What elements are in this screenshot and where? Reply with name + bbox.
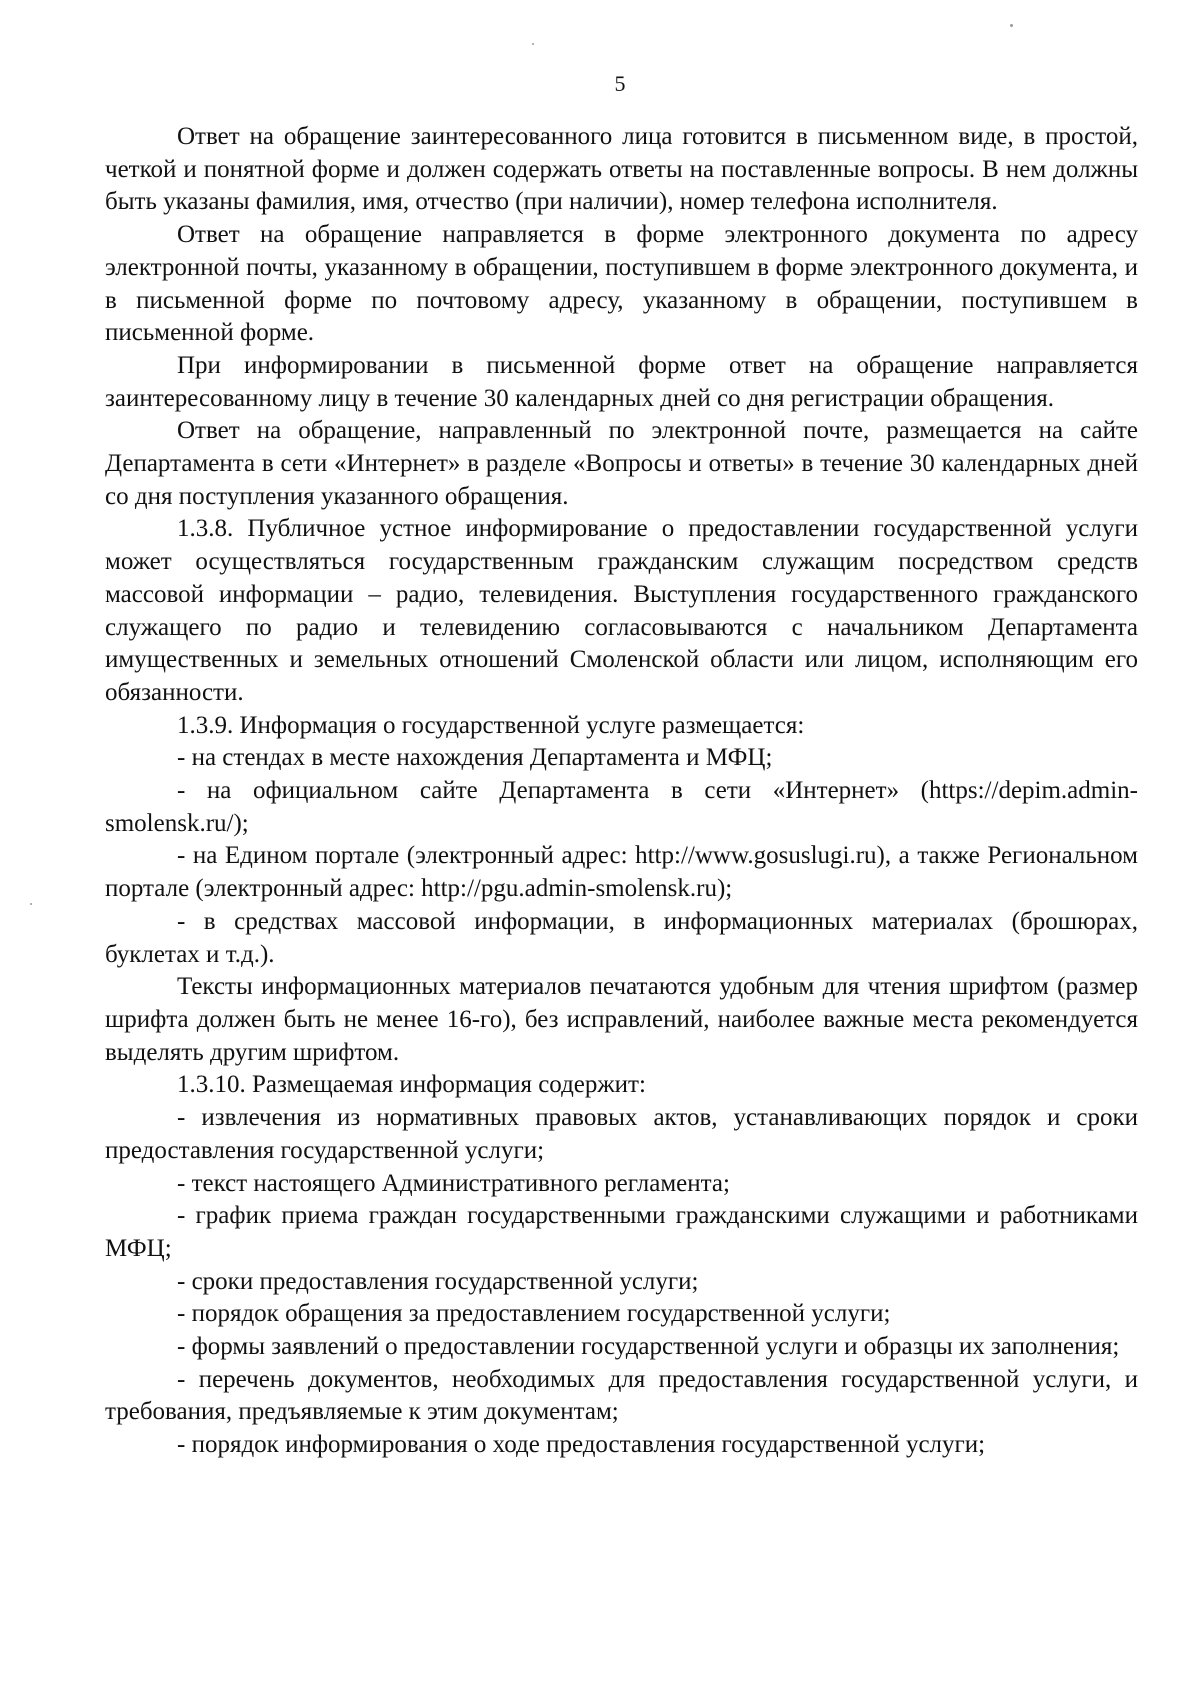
list-item-reception-schedule: - график приема граждан государственными гражданскими служащими и работниками МФЦ; bbox=[105, 1202, 1138, 1262]
document-body bbox=[105, 121, 1138, 1462]
list-item-mass-media: - в средствах массовой информации, в информационных материалах (брошюрах, буклетах и т.д.). bbox=[105, 907, 1138, 968]
list-item-progress-informing: - порядок информирования о ходе предоставления государственной услуги; bbox=[177, 1431, 986, 1459]
paragraph-1-3-8: 1.3.8. Публичное устное информирование о предоставлении государственной услуги может осуществляться государственным гражданским служащим посредством средств массовой информации – радио, телевидения. Выступления государственного гражданского служащего по радио и телевидению согласовываются с начальником Департамента имущественных и земельных отношений Смоленской области или лицом, исполняющим его обязанности. bbox=[105, 515, 1138, 706]
list-item-portals: - на Едином портале (электронный адрес: http://www.gosuslugi.ru), а также Региональном портале (электронный адрес: http://pgu.admin-smolensk.ru); bbox=[105, 842, 1138, 903]
list-item-application-forms: - формы заявлений о предоставлении государственной услуги и образцы их заполнения; bbox=[177, 1333, 1120, 1361]
list-item-application-procedure: - порядок обращения за предоставлением государственной услуги; bbox=[177, 1300, 891, 1328]
paragraph-written-reply-deadline: При информировании в письменной форме ответ на обращение направляется заинтересованному лицу в течение 30 календарных дней со дня регистрации обращения. bbox=[105, 351, 1138, 412]
list-item-official-site: - на официальном сайте Департамента в сети «Интернет» (https://depim.admin-smolensk.ru/); bbox=[105, 777, 1138, 837]
paragraph-electronic-reply: Ответ на обращение направляется в форме электронного документа по адресу электронной почты, указанному в обращении, поступившем в форме электронного документа, и в письменной форме по почтовому адресу, указанному в обращении, поступившем в письменной форме. bbox=[105, 221, 1138, 347]
scan-speck bbox=[1010, 24, 1013, 27]
list-item-regulation-text: - текст настоящего Административного регламента; bbox=[177, 1169, 730, 1197]
paragraph-1-3-9: 1.3.9. Информация о государственной услуге размещается: bbox=[177, 711, 805, 739]
scan-speck bbox=[30, 903, 32, 905]
list-item-stands: - на стендах в месте нахождения Департамента и МФЦ; bbox=[177, 744, 773, 772]
paragraph-email-reply-publication: Ответ на обращение, направленный по электронной почте, размещается на сайте Департамента в сети «Интернет» в разделе «Вопросы и ответы» в течение 30 календарных дней со дня поступления указанного обращения. bbox=[105, 417, 1138, 510]
scan-speck bbox=[532, 43, 534, 45]
page-number: 5 bbox=[614, 71, 626, 96]
paragraph-materials-font: Тексты информационных материалов печатаются удобным для чтения шрифтом (размер шрифта должен быть не менее 16-го), без исправлений, наиболее важные места рекомендуется выделять другим шрифтом. bbox=[105, 973, 1138, 1066]
list-item-service-terms: - сроки предоставления государственной услуги; bbox=[177, 1267, 699, 1295]
paragraph-1-3-10: 1.3.10. Размещаемая информация содержит: bbox=[177, 1071, 646, 1099]
paragraph-written-reply: Ответ на обращение заинтересованного лица готовится в письменном виде, в простой, четкой и понятной форме и должен содержать ответы на поставленные вопросы. В нем должны быть указаны фамилия, имя, отчество (при наличии), номер телефона исполнителя. bbox=[105, 123, 1138, 216]
list-item-documents-list: - перечень документов, необходимых для предоставления государственной услуги, и требования, предъявляемые к этим документам; bbox=[105, 1365, 1138, 1426]
list-item-legal-extracts: - извлечения из нормативных правовых актов, устанавливающих порядок и сроки предоставления государственной услуги; bbox=[105, 1104, 1138, 1164]
